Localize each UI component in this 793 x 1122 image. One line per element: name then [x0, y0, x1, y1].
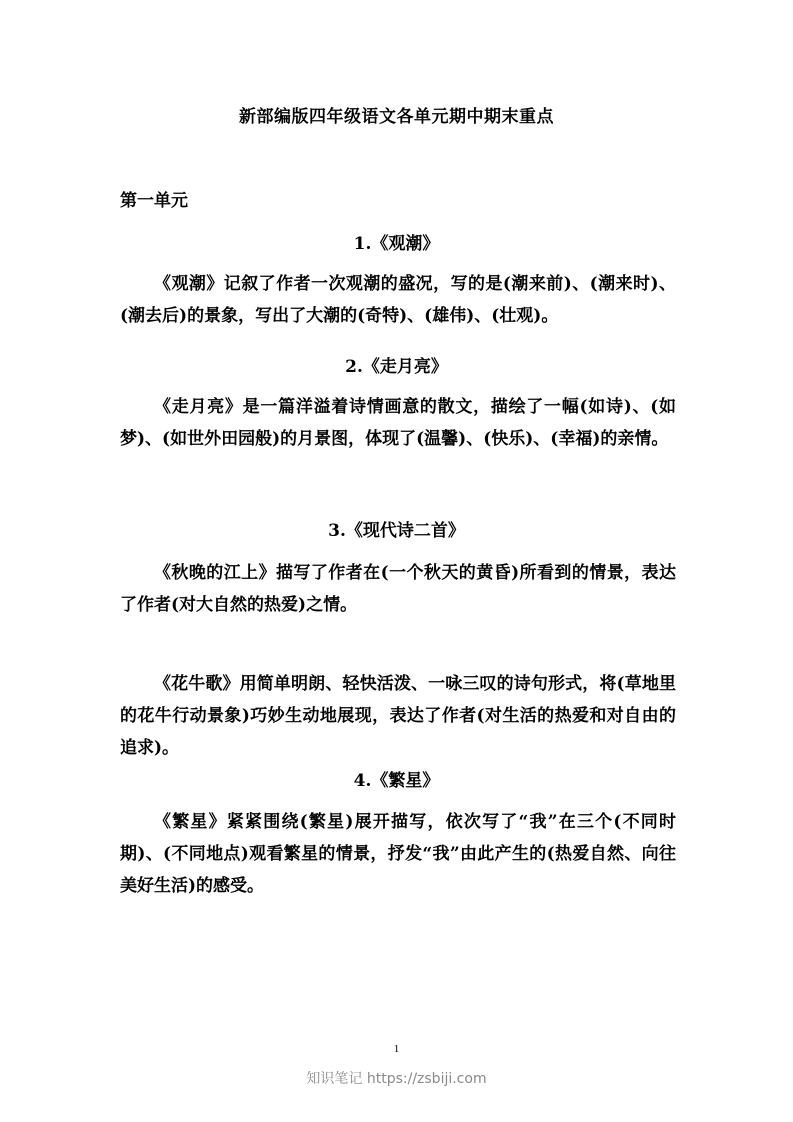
- lesson-title-xiandaishi: 3.《现代诗二首》: [328, 521, 465, 541]
- lesson-paragraph: 《秋晚的江上》描写了作者在(一个秋天的黄昏)所看到的情景，表达了作者(对大自然的热爱)之情。: [120, 563, 676, 615]
- lesson-title-fanxing: 4.《繁星》: [353, 771, 440, 791]
- document-title: 新部编版四年级语文各单元期中期末重点: [239, 107, 554, 127]
- page-number: 1: [393, 1043, 400, 1055]
- lesson-paragraph: 《花牛歌》用简单明朗、轻快活泼、一咏三叹的诗句形式，将(草地里的花牛行动景象)巧妙生动地展现，表达了作者(对生活的热爱和对自由的追求)。: [120, 674, 676, 758]
- lesson-title-guanchao: 1.《观潮》: [353, 234, 440, 254]
- lesson-paragraph: 《繁星》紧紧围绕(繁星)展开描写，依次写了“我”在三个(不同时期)、(不同地点)观看繁星的情景，抒发“我”由此产生的(热爱自然、向往美好生活)的感受。: [120, 812, 676, 896]
- lesson-paragraph: 《走月亮》是一篇洋溢着诗情画意的散文，描绘了一幅(如诗)、(如梦)、(如世外田园般)的月景图，体现了(温馨)、(快乐)、(幸福)的亲情。: [120, 397, 676, 449]
- lesson-paragraph: 《观潮》记叙了作者一次观潮的盛况，写的是(潮来前)、(潮来时)、(潮去后)的景象，写出了大潮的(奇特)、(雄伟)、(壮观)。: [120, 274, 676, 326]
- watermark: 知识笔记 https://zsbiji.com: [306, 1071, 487, 1087]
- lesson-title-zouyueliang: 2.《走月亮》: [345, 357, 448, 377]
- unit-heading: 第一单元: [120, 191, 188, 211]
